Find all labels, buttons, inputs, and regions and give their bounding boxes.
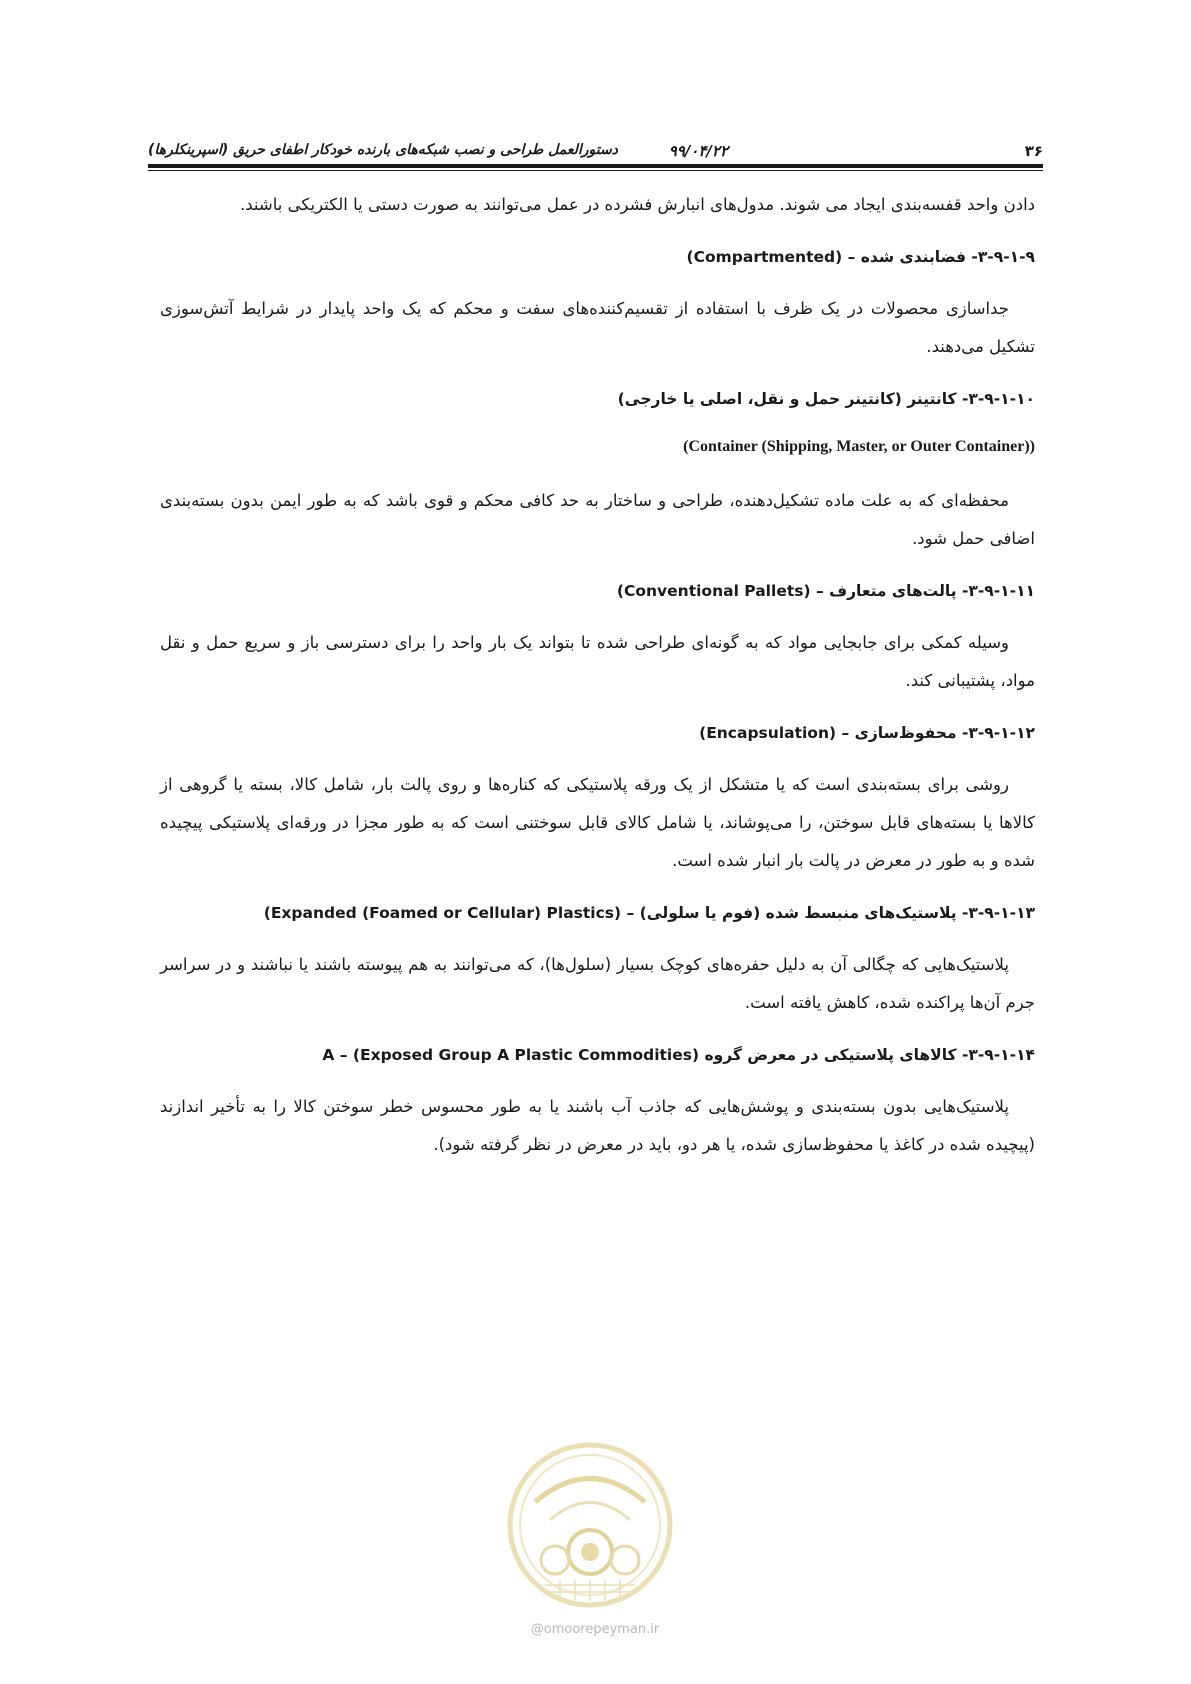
section-paragraph-13: پلاستیک‌هایی که چگالی آن به دلیل حفره‌های کوچک بسیار (سلول‌ها)، که می‌توانند به هم پیوسته باشند یا نباشند و در سراسر جرم آن‌ها پراکنده شده، کاهش یافته است. — [160, 955, 1035, 1012]
header-rule-thick — [148, 164, 1043, 168]
section-paragraph-9: جداسازی محصولات در یک ظرف با استفاده از تقسیم‌کننده‌های سفت و محکم که یک واحد پایدار در شرایط آتش‌سوزی تشکیل می‌دهند. — [160, 299, 1035, 356]
watermark-seal-icon — [505, 1440, 675, 1610]
document-body — [160, 186, 1035, 1180]
section-heading-9: ۳-۹-۱-۹- فضابندی شده – (Compartmented) — [686, 248, 1035, 266]
header-rule-thin — [148, 170, 1043, 171]
section-heading-10-english: (Container (Shipping, Master, or Outer Container)) — [683, 438, 1035, 455]
page-header — [148, 130, 1043, 160]
section-paragraph-14: پلاستیک‌هایی بدون بسته‌بندی و پوشش‌هایی که جاذب آب باشند یا به طور محسوس خطر سوختن کالا را به تأخیر اندازند (پیچیده شده در کاغذ یا محفوظ‌سازی شده، یا هر دو، باید در معرض در نظر گرفته شود). — [160, 1097, 1035, 1154]
page-number: ۳۶ — [1024, 142, 1043, 160]
section-heading-11: ۳-۹-۱-۱۱- پالت‌های متعارف – (Conventional Pallets) — [616, 582, 1035, 600]
section-heading-13: ۳-۹-۱-۱۳- پلاستیک‌های منبسط شده (فوم یا سلولی) – (Expanded (Foamed or Cellular) Plastics) — [263, 904, 1035, 922]
header-date: ۹۹/۰۴/۲۲ — [668, 142, 728, 160]
document-title: دستورالعمل طراحی و نصب شبکه‌های بارنده خودکار اطفای حریق (اسپرینکلرها) — [148, 142, 618, 158]
section-paragraph-10: محفظه‌ای که به علت ماده تشکیل‌دهنده، طراحی و ساختار به حد کافی محکم و قوی باشد که به طور ایمن بدون بسته‌بندی اضافی حمل شود. — [160, 491, 1035, 548]
section-paragraph-12: روشی برای بسته‌بندی است که یا متشکل از یک ورقه پلاستیکی که کناره‌ها و روی پالت بار، شامل کالا، بسته یا گروهی از کالاها یا بسته‌های قابل سوختن، را می‌پوشاند، یا شامل کالای قابل سوختنی است که به طور مجزا در ورقه‌ای پلاستیکی پیچیده شده و به طور در معرض در پالت بار انبار شده است. — [160, 775, 1035, 870]
section-heading-14: ۳-۹-۱-۱۴- کالاهای پلاستیکی در معرض گروه A – (Exposed Group A Plastic Commodities) — [322, 1046, 1035, 1064]
section-paragraph-11: وسیله کمکی برای جابجایی مواد که به گونه‌ای طراحی شده تا بتواند یک بار واحد را برای دسترسی باز و سریع حمل و نقل مواد، پشتیبانی کند. — [160, 633, 1035, 690]
section-heading-10: ۳-۹-۱-۱۰- کانتینر (کانتینر حمل و نقل، اصلی یا خارجی) — [617, 390, 1035, 408]
watermark-url: @omoorepeyman.ir — [530, 1622, 660, 1637]
section-heading-12: ۳-۹-۱-۱۲- محفوظ‌سازی – (Encapsulation) — [699, 724, 1035, 742]
intro-paragraph: دادن واحد قفسه‌بندی ایجاد می شوند. مدول‌های انبارش فشرده در عمل می‌توانند به صورت دستی یا الکتریکی باشند. — [240, 195, 1035, 214]
